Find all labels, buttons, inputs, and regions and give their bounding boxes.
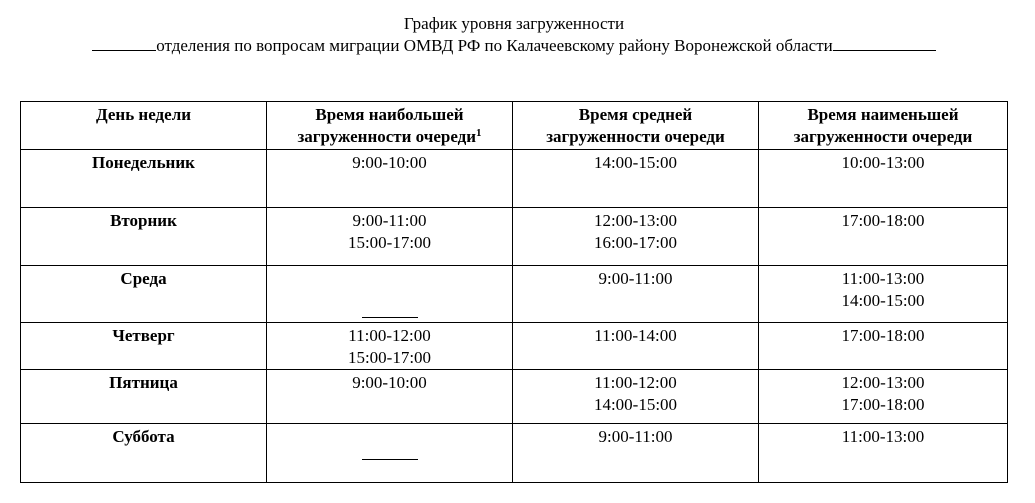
peak-cell-empty: [267, 424, 513, 483]
low-cell: 12:00-13:00 17:00-18:00: [759, 370, 1008, 424]
peak-cell: 9:00-10:00: [267, 370, 513, 424]
mid-cell: 14:00-15:00: [513, 150, 759, 208]
header-peak: Время наибольшей загруженности очереди$^1$: [267, 102, 513, 150]
blank-line-left: [92, 36, 156, 51]
mid-cell: 9:00-11:00: [513, 266, 759, 323]
mid-cell: 9:00-11:00: [513, 424, 759, 483]
header-low: Время наименьшей загруженности очереди: [759, 102, 1008, 150]
header-day: День недели: [21, 102, 267, 150]
peak-cell: 11:00-12:00 15:00-17:00: [267, 323, 513, 370]
day-cell: Понедельник: [21, 150, 267, 208]
day-cell: Вторник: [21, 208, 267, 266]
day-cell: Среда: [21, 266, 267, 323]
header-mid: Время средней загруженности очереди: [513, 102, 759, 150]
empty-dash: [362, 316, 418, 318]
day-cell: Пятница: [21, 370, 267, 424]
mid-cell: 11:00-14:00: [513, 323, 759, 370]
table-row: [21, 370, 1008, 424]
schedule-table: [20, 101, 1008, 483]
table-row: [21, 424, 1008, 483]
low-cell: 11:00-13:00 14:00-15:00: [759, 266, 1008, 323]
header-row: [21, 102, 1008, 150]
peak-cell-empty: [267, 266, 513, 323]
mid-cell: 12:00-13:00 16:00-17:00: [513, 208, 759, 266]
table-row: [21, 208, 1008, 266]
table-row: [21, 323, 1008, 370]
footnote-marker: 1: [476, 127, 482, 139]
day-cell: Суббота: [21, 424, 267, 483]
empty-dash: [362, 458, 418, 460]
mid-cell: 11:00-12:00 14:00-15:00: [513, 370, 759, 424]
subtitle-text: отделения по вопросам миграции ОМВД РФ по Калачеевскому району Воронежской области: [156, 36, 833, 55]
low-cell: 17:00-18:00: [759, 323, 1008, 370]
peak-cell: 9:00-10:00: [267, 150, 513, 208]
low-cell: 11:00-13:00: [759, 424, 1008, 483]
blank-line-right: [833, 36, 936, 51]
low-cell: 17:00-18:00: [759, 208, 1008, 266]
table-row: [21, 150, 1008, 208]
document-title: График уровня загруженности: [403, 14, 625, 33]
day-cell: Четверг: [21, 323, 267, 370]
document-subtitle: [0, 36, 1028, 56]
table-row: [21, 266, 1008, 323]
low-cell: 10:00-13:00: [759, 150, 1008, 208]
peak-cell: 9:00-11:00 15:00-17:00: [267, 208, 513, 266]
